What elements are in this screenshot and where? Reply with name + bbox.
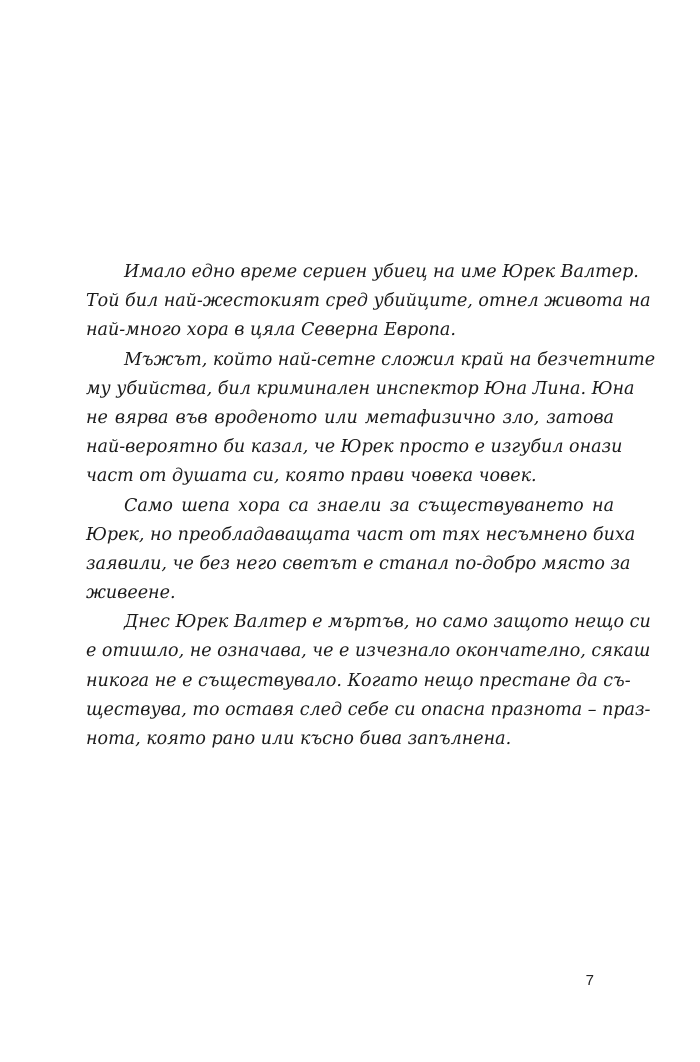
text-line: Юрек, но преобладаващата част от тях несъмнено биха bbox=[86, 524, 636, 545]
text-line: най-много хора в цяла Северна Европа. bbox=[86, 320, 456, 341]
text-line: част от душата си, която прави човека човек. bbox=[86, 466, 537, 487]
text-line: най-вероятно би казал, че Юрек просто е изгубил онази bbox=[86, 437, 623, 458]
text-line: живеене. bbox=[86, 583, 176, 604]
text-line: е отишло, не означава, че е изчезнало окончателно, сякаш bbox=[86, 641, 651, 662]
page-number: 7 bbox=[585, 972, 594, 989]
text-line: не вярва във вроденото или метафизично зло, затова bbox=[86, 407, 614, 428]
text-line: заявили, че без него светът е станал по-добро място за bbox=[86, 553, 631, 574]
paragraph bbox=[86, 258, 651, 346]
paragraph bbox=[86, 492, 636, 609]
text-line: нота, която рано или късно бива запълнена. bbox=[86, 729, 512, 749]
paragraph bbox=[86, 346, 656, 492]
text-line: му убийства, бил криминален инспектор Юна Лина. Юна bbox=[86, 378, 635, 399]
text-line: Имало едно време сериен убиец на име Юрек Валтер. bbox=[124, 262, 639, 282]
paragraph bbox=[86, 608, 651, 754]
text-line: Днес Юрек Валтер е мъртъв, но само защото нещо си bbox=[124, 612, 651, 633]
text-line: ществува, то оставя след себе си опасна празнота – праз- bbox=[86, 699, 651, 720]
text-line: Той бил най-жестокият сред убийците, отнел живота на bbox=[86, 291, 651, 312]
text-line: Мъжът, който най-сетне сложил край на безчетните bbox=[124, 349, 656, 370]
text-line: никога не е съществувало. Когато нещо престане да съ- bbox=[86, 670, 631, 691]
body-text bbox=[86, 258, 656, 754]
text-line: Само шепа хора са знаели за съществуването на bbox=[124, 495, 614, 516]
